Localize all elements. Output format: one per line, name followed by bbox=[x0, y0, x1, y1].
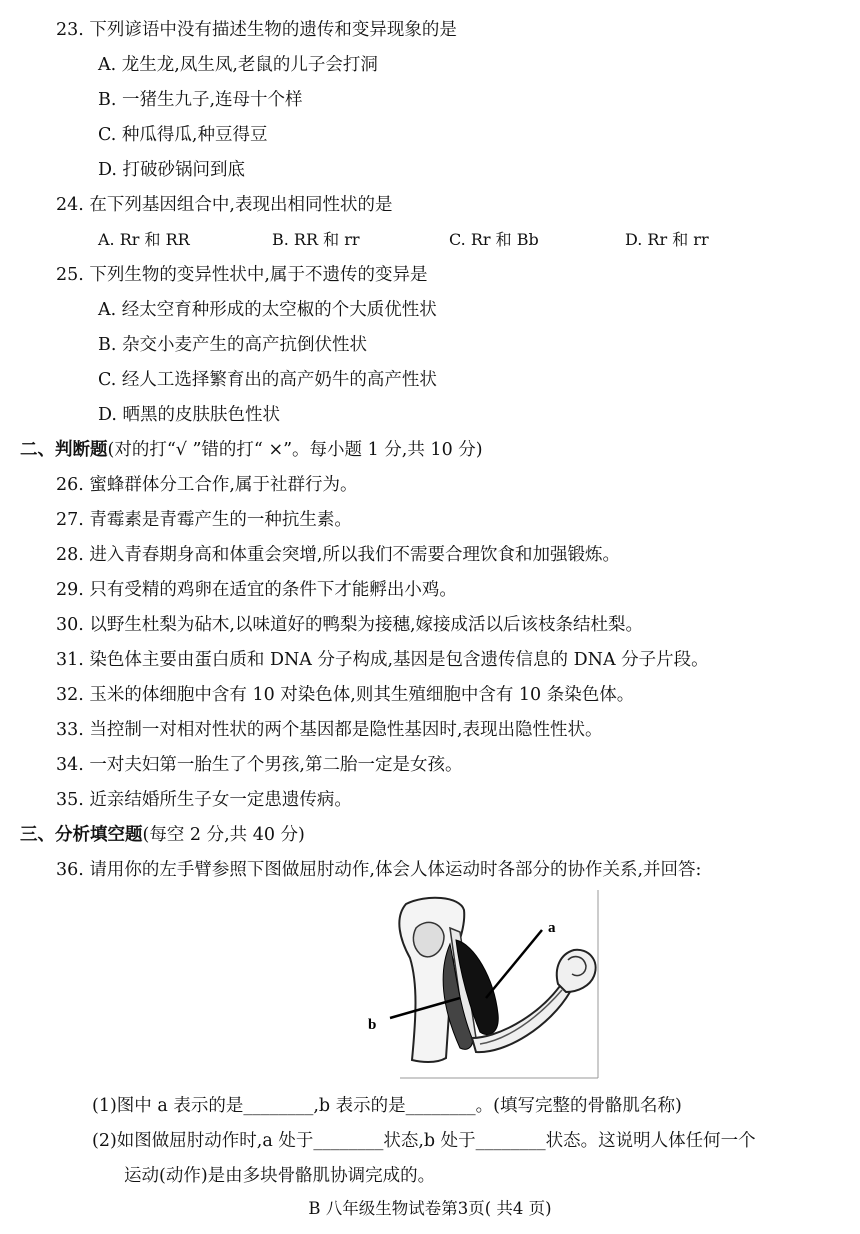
arm-flexion-figure bbox=[356, 888, 600, 1080]
section-3-heading bbox=[20, 823, 305, 847]
judge-item-26: 26. 蜜蜂群体分工合作,属于社群行为。 bbox=[56, 475, 358, 495]
judge-item-35: 35. 近亲结婚所生子女一定患遗传病。 bbox=[56, 790, 352, 810]
judge-item-32: 32. 玉米的体细胞中含有 10 对染色体,则其生殖细胞中含有 10 条染色体。 bbox=[56, 685, 635, 705]
question-36-sub1: (1)图中 a 表示的是________,b 表示的是________。(填写完整的骨骼肌名称) bbox=[92, 1096, 682, 1116]
page-footer: B 八年级生物试卷第3页( 共4 页) bbox=[308, 1199, 552, 1218]
question-23-option-a: A. 龙生龙,凤生凤,老鼠的儿子会打洞 bbox=[98, 55, 378, 75]
section-2-title: 二、判断题 bbox=[20, 440, 108, 460]
section-2-heading bbox=[20, 438, 483, 462]
label-b: b bbox=[368, 1017, 377, 1033]
question-24-stem: 24. 在下列基因组合中,表现出相同性状的是 bbox=[56, 195, 393, 215]
question-24-option-d: D. Rr 和 rr bbox=[625, 230, 709, 249]
question-24-option-b: B. RR 和 rr bbox=[272, 230, 360, 249]
judge-item-27: 27. 青霉素是青霉产生的一种抗生素。 bbox=[56, 510, 352, 530]
question-25-option-c: C. 经人工选择繁育出的高产奶牛的高产性状 bbox=[98, 370, 437, 390]
question-25-option-a: A. 经太空育种形成的太空椒的个大质优性状 bbox=[98, 300, 437, 320]
section-3-title: 三、分析填空题 bbox=[20, 825, 143, 845]
question-23-option-b: B. 一猪生九子,连母十个样 bbox=[98, 90, 303, 110]
question-24-options bbox=[0, 228, 860, 252]
label-a: a bbox=[548, 920, 556, 936]
judge-item-31: 31. 染色体主要由蛋白质和 DNA 分子构成,基因是包含遗传信息的 DNA 分子片段。 bbox=[56, 650, 709, 670]
question-23-option-c: C. 种瓜得瓜,种豆得豆 bbox=[98, 125, 268, 145]
judge-item-33: 33. 当控制一对相对性状的两个基因都是隐性基因时,表现出隐性性状。 bbox=[56, 720, 603, 740]
question-23-stem: 23. 下列谚语中没有描述生物的遗传和变异现象的是 bbox=[56, 20, 457, 40]
question-23-option-d: D. 打破砂锅问到底 bbox=[98, 160, 246, 180]
judge-item-30: 30. 以野生杜梨为砧木,以味道好的鸭梨为接穗,嫁接成活以后该枝条结杜梨。 bbox=[56, 615, 644, 635]
question-36-stem: 36. 请用你的左手臂参照下图做屈肘动作,体会人体运动时各部分的协作关系,并回答: bbox=[56, 860, 702, 880]
judge-item-34: 34. 一对夫妇第一胎生了个男孩,第二胎一定是女孩。 bbox=[56, 755, 463, 775]
question-25-option-d: D. 晒黑的皮肤肤色性状 bbox=[98, 405, 281, 425]
question-36-sub2: (2)如图做屈肘动作时,a 处于________状态,b 处于________状态。这说明人体任何一个 bbox=[92, 1131, 756, 1151]
section-3-note: (每空 2 分,共 40 分) bbox=[142, 825, 305, 845]
question-25-stem: 25. 下列生物的变异性状中,属于不遗传的变异是 bbox=[56, 265, 428, 285]
question-36-sub2-cont: 运动(动作)是由多块骨骼肌协调完成的。 bbox=[124, 1166, 436, 1186]
judge-item-29: 29. 只有受精的鸡卵在适宜的条件下才能孵出小鸡。 bbox=[56, 580, 457, 600]
section-2-note: (对的打“√ ”错的打“ ×”。每小题 1 分,共 10 分) bbox=[107, 440, 483, 460]
judge-item-28: 28. 进入青春期身高和体重会突增,所以我们不需要合理饮食和加强锻炼。 bbox=[56, 545, 620, 565]
question-24-option-a: A. Rr 和 RR bbox=[98, 230, 190, 249]
question-25-option-b: B. 杂交小麦产生的高产抗倒伏性状 bbox=[98, 335, 367, 355]
question-24-option-c: C. Rr 和 Bb bbox=[449, 230, 539, 249]
